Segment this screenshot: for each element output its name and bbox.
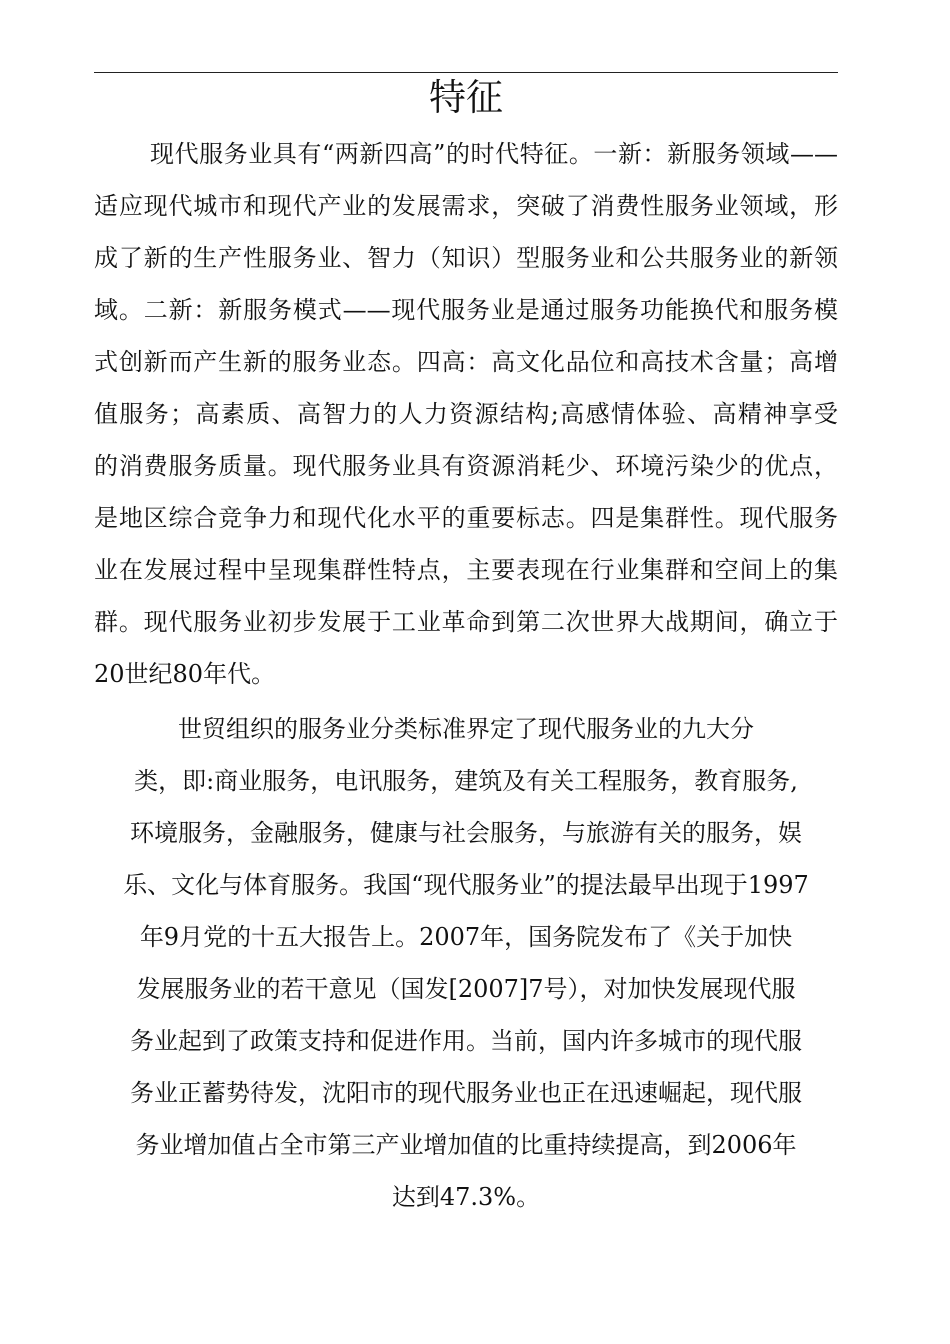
paragraph-line: 群。现代服务业初步发展于工业革命到第二次世界大战期间，确立于	[94, 608, 838, 636]
paragraph-line: 达到47.3%。	[391, 1183, 541, 1211]
page-title: 特征	[429, 76, 503, 119]
paragraph-line: 世贸组织的服务业分类标准界定了现代服务业的九大分	[178, 715, 754, 743]
paragraph-line: 业在发展过程中呈现集群性特点，主要表现在行业集群和空间上的集	[94, 556, 838, 584]
paragraph-2	[118, 703, 814, 1223]
paragraph-line: 域。二新：新服务模式——现代服务业是通过服务功能换代和服务模	[94, 296, 838, 324]
paragraph-line: 年9月党的十五大报告上。2007年，国务院发布了《关于加快	[139, 923, 793, 951]
paragraph-line: 务业增加值占全市第三产业增加值的比重持续提高，到2006年	[135, 1131, 797, 1159]
paragraph-line: 20世纪80年代。	[94, 660, 276, 688]
paragraph-line: 适应现代城市和现代产业的发展需求，突破了消费性服务业领域，形	[94, 192, 838, 220]
paragraph-line: 的消费服务质量。现代服务业具有资源消耗少、环境污染少的优点，	[94, 452, 838, 480]
paragraph-line: 值服务；高素质、高智力的人力资源结构;高感情体验、高精神享受	[94, 400, 838, 428]
paragraph-line: 乐、文化与体育服务。我国“现代服务业”的提法最早出现于1997	[123, 871, 809, 899]
paragraph-line: 是地区综合竞争力和现代化水平的重要标志。四是集群性。现代服务	[94, 504, 838, 532]
paragraph-line: 类，即:商业服务，电讯服务，建筑及有关工程服务，教育服务,	[134, 767, 798, 795]
paragraph-line: 现代服务业具有“两新四高”的时代特征。一新：新服务领域——	[150, 140, 838, 168]
paragraph-line: 务业起到了政策支持和促进作用。当前，国内许多城市的现代服	[130, 1027, 802, 1055]
paragraph-1	[94, 128, 838, 700]
paragraph-line: 务业正蓄势待发，沈阳市的现代服务业也正在迅速崛起，现代服	[130, 1079, 802, 1107]
paragraph-line: 成了新的生产性服务业、智力（知识）型服务业和公共服务业的新领	[94, 244, 838, 272]
paragraph-line: 发展服务业的若干意见（国发[2007]7号），对加快发展现代服	[136, 975, 796, 1003]
header-rule	[94, 72, 838, 73]
paragraph-line: 式创新而产生新的服务业态。四高：高文化品位和高技术含量；高增	[94, 348, 838, 376]
paragraph-line: 环境服务，金融服务，健康与社会服务，与旅游有关的服务，娱	[130, 819, 802, 847]
